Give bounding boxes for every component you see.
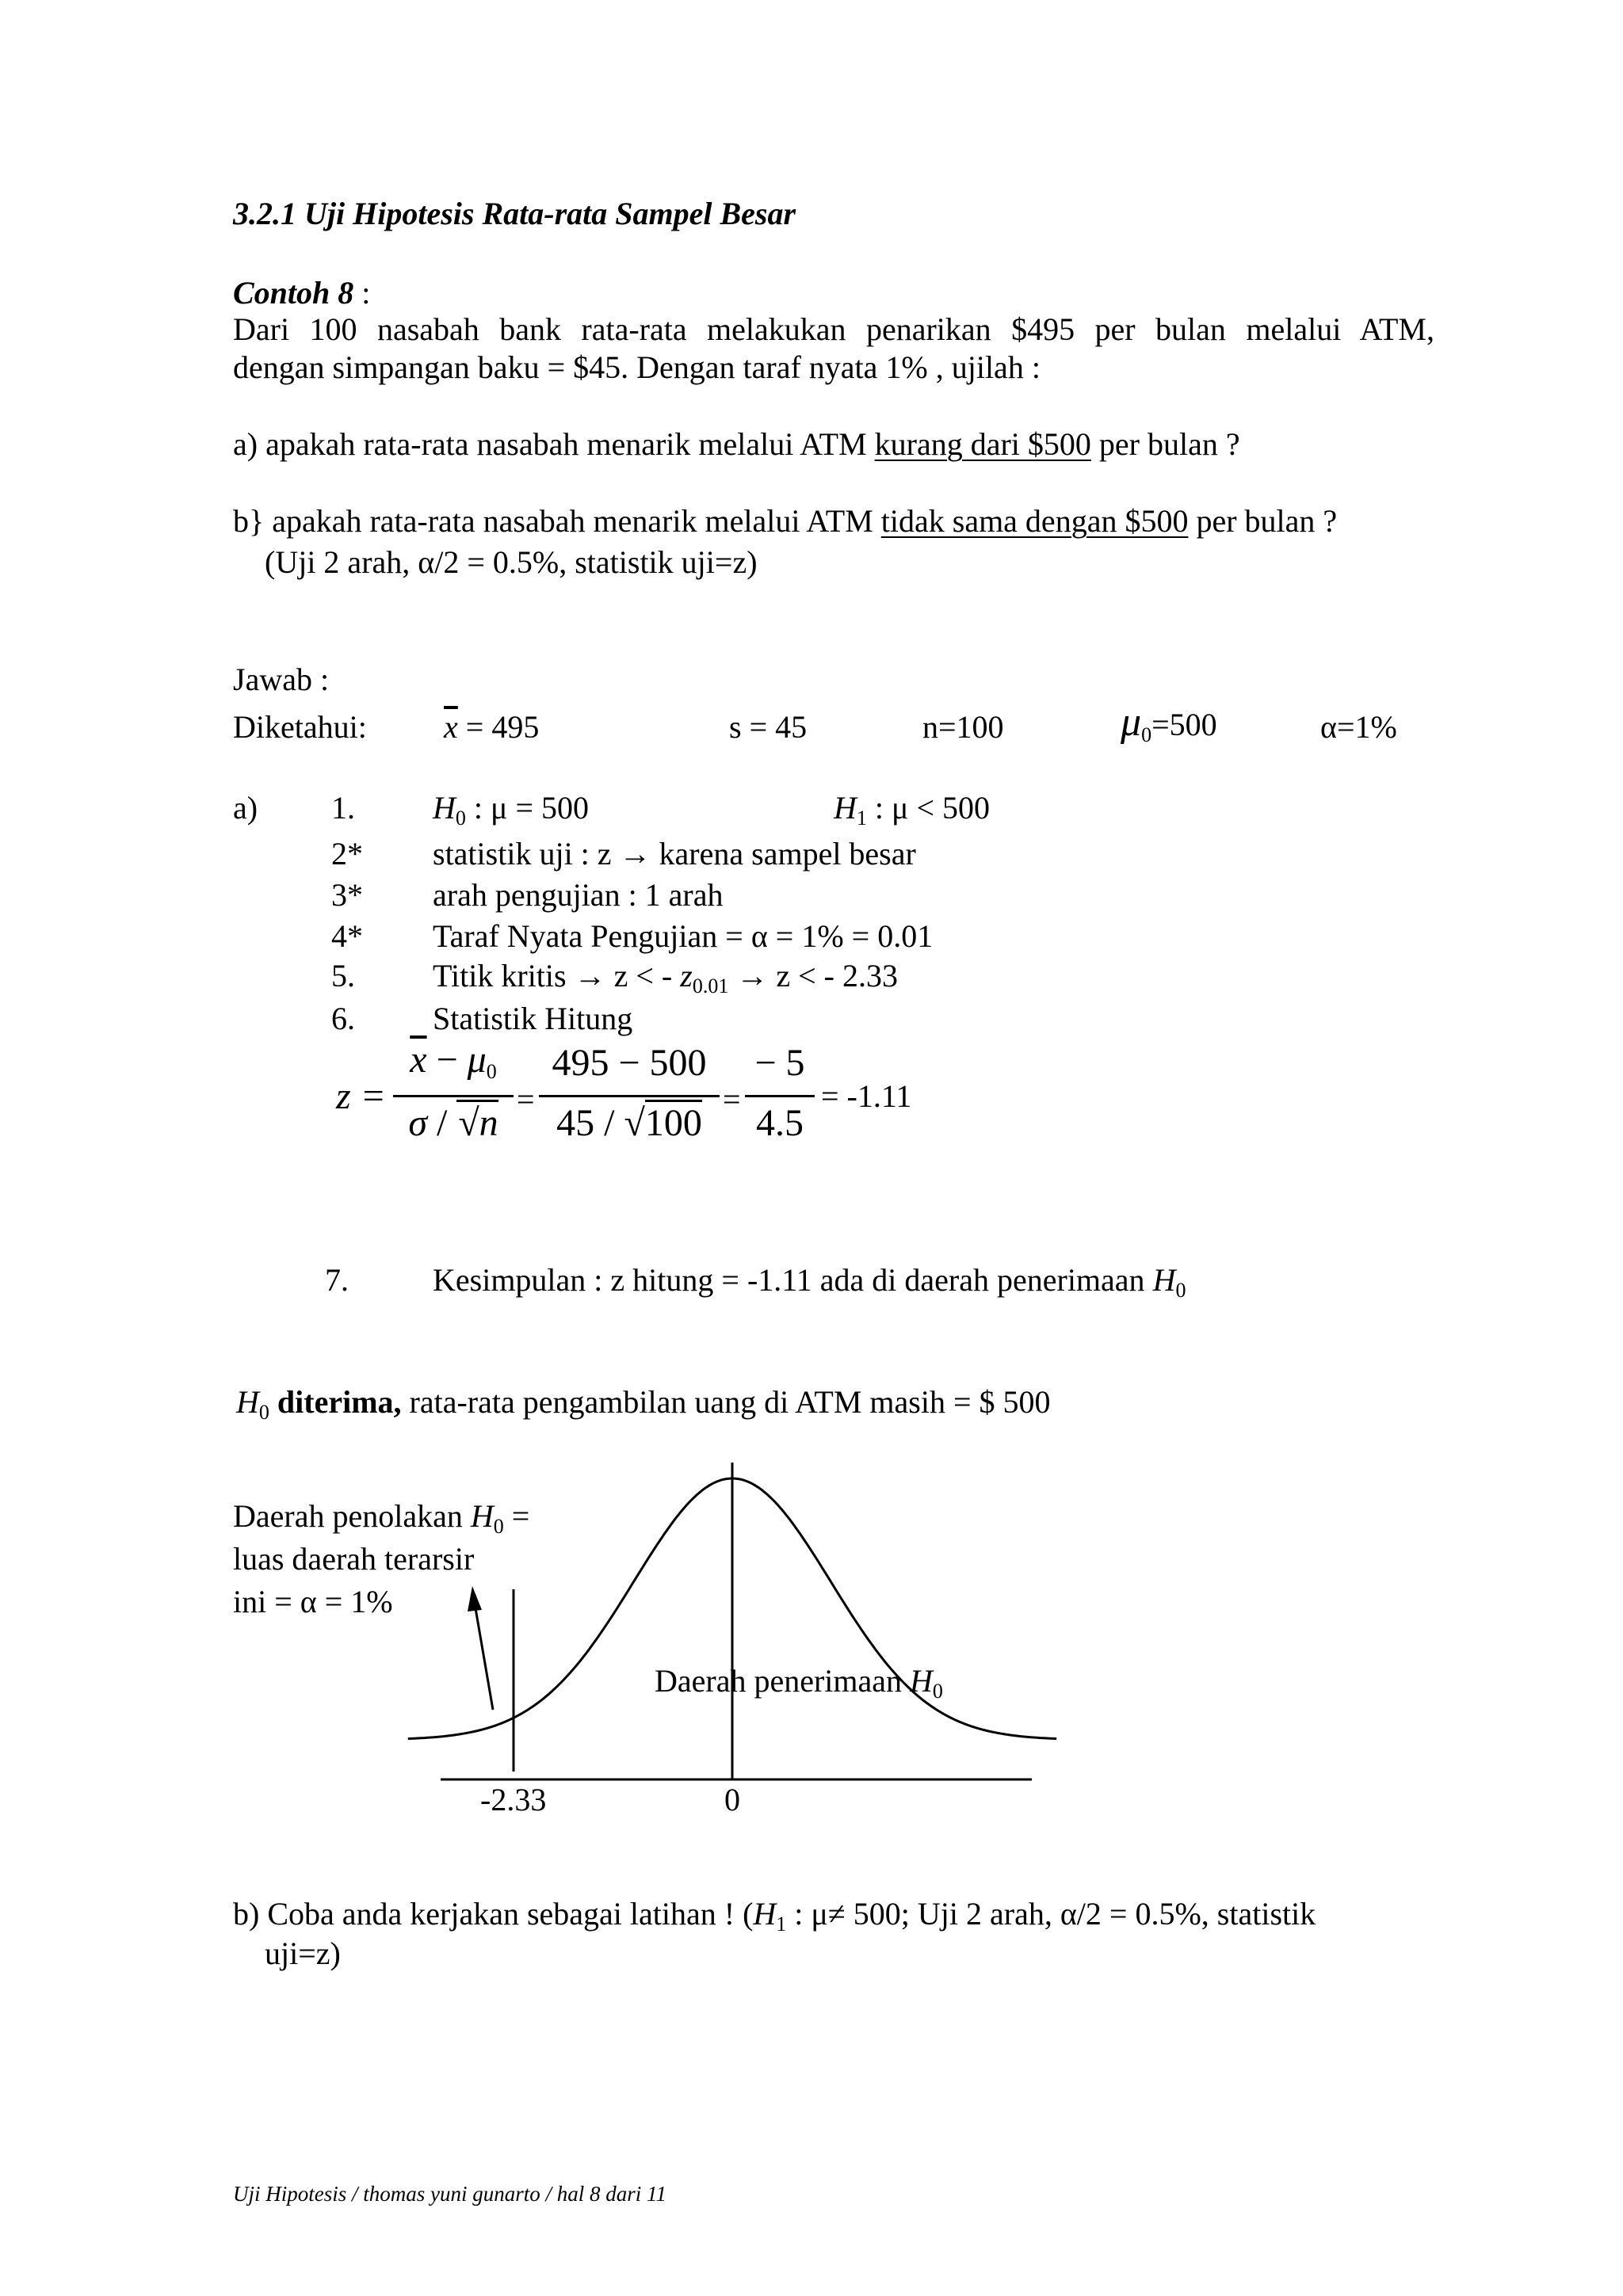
num1-mu-sub: 0 — [486, 1060, 497, 1083]
rejection-label-line-1 — [233, 1497, 530, 1538]
step-5-pre: Titik kritis → z < - — [433, 958, 681, 994]
step-7-number: 7. — [325, 1262, 349, 1298]
rejection-label-line-2: luas daerah terarsir — [233, 1541, 475, 1577]
den1-sqrt: √ — [456, 1100, 479, 1144]
num1-mu: μ — [467, 1039, 487, 1081]
rejection-h: H — [470, 1498, 494, 1534]
exercise-line-2: uji=z) — [265, 1936, 341, 1971]
rejection-label-line-3: ini = α = 1% — [233, 1584, 393, 1619]
tick-critical: -2.33 — [480, 1782, 547, 1817]
question-a-pre: a) apakah rata-rata nasabah menarik melalui ATM — [233, 426, 875, 462]
step-3-text: arah pengujian : 1 arah — [433, 877, 724, 913]
section-title: 3.2.1 Uji Hipotesis Rata-rata Sampel Besar — [233, 196, 796, 231]
mu-value: =500 — [1151, 707, 1217, 742]
question-a-underlined: kurang dari $500 — [874, 426, 1091, 462]
num1-minus: − — [426, 1039, 468, 1081]
question-a-post: per bulan ? — [1090, 426, 1240, 462]
h0-symbol: H — [433, 790, 456, 826]
question-b-post: per bulan ? — [1188, 503, 1338, 539]
rejection-arrow-shaft — [475, 1608, 493, 1710]
decision-bold: diterima, — [269, 1384, 402, 1420]
question-b-note: (Uji 2 arah, α/2 = 0.5%, statistik uji=z) — [265, 544, 758, 580]
known-alpha: α=1% — [1320, 709, 1397, 745]
rejection-arrow-head — [468, 1586, 482, 1611]
step-1-number: 1. — [331, 790, 355, 826]
h0-sub: 0 — [455, 807, 466, 830]
acceptance-sub: 0 — [932, 1680, 943, 1703]
problem-line-2: dengan simpangan baku = $45. Dengan taraf nyata 1% , ujilah : — [233, 349, 1041, 385]
xbar-symbol: $\overline{x}$ — [444, 709, 458, 745]
question-b-underlined: tidak sama dengan $500 — [880, 503, 1189, 539]
step-6-text: Statistik Hitung — [433, 1001, 633, 1036]
acceptance-h: H — [910, 1663, 933, 1699]
step-6-number: 6. — [331, 1001, 355, 1036]
mu-sub: 0 — [1141, 723, 1152, 746]
step-7-sentence: Kesimpulan : z hitung = -1.11 ada di daerah penerimaan — [433, 1262, 1153, 1298]
exercise-sub: 1 — [776, 1913, 787, 1936]
acceptance-label — [655, 1662, 943, 1703]
fraction-2-numerator: 495 − 500 — [552, 1042, 707, 1084]
exercise-post: : μ≠ 500; Uji 2 arah, α/2 = 0.5%, statistik — [786, 1896, 1316, 1932]
decision-sub: 0 — [258, 1401, 269, 1424]
formula-equals-2: = — [723, 1081, 741, 1117]
known-s: s = 45 — [729, 709, 808, 745]
h1-sub: 1 — [856, 807, 867, 830]
den2-sqrt: √ — [624, 1102, 645, 1144]
decision-rest: rata-rata pengambilan uang di ATM masih = $ 500 — [401, 1384, 1051, 1420]
exercise-line-1 — [233, 1895, 1316, 1936]
formula-result: = -1.11 — [821, 1078, 912, 1114]
question-b-pre: b} apakah rata-rata nasabah menarik melalui ATM — [233, 503, 881, 539]
exercise-h: H — [753, 1896, 777, 1932]
h1-text: : μ < 500 — [866, 790, 991, 826]
decision-h: H — [236, 1384, 259, 1420]
page-footer: Uji Hipotesis / thomas yuni gunarto / hal 8 dari 11 — [233, 2182, 667, 2206]
step-4-text: Taraf Nyata Pengujian = α = 1% = 0.01 — [433, 918, 934, 954]
rejection-eq: = — [503, 1498, 530, 1534]
rejection-sub: 0 — [493, 1515, 504, 1538]
den1-sigma: σ — [408, 1102, 427, 1144]
exercise-pre: b) Coba anda kerjakan sebagai latihan ! ( — [233, 1896, 754, 1932]
step-5-number: 5. — [331, 958, 355, 994]
step-7-h: H — [1152, 1262, 1176, 1298]
example-colon: : — [353, 275, 371, 311]
step-2-number: 2* — [331, 836, 363, 871]
num1-x: $\overline{x}$ — [410, 1039, 427, 1081]
formula-z: z = — [336, 1075, 387, 1117]
step-4-number: 4* — [331, 918, 363, 954]
den2-pre: 45 / — [556, 1102, 624, 1144]
step-5-sub: 0.01 — [692, 974, 729, 997]
acceptance-pre: Daerah penerimaan — [655, 1663, 911, 1699]
h0-text: : μ = 500 — [465, 790, 590, 826]
rejection-pre: Daerah penolakan — [233, 1498, 471, 1534]
h1-symbol: H — [834, 790, 857, 826]
fraction-3-denominator: 4.5 — [756, 1102, 804, 1144]
tick-zero: 0 — [724, 1782, 740, 1817]
step-7-sub: 0 — [1175, 1279, 1186, 1302]
den2-root: 100 — [645, 1100, 702, 1144]
step-5-post: → z < - 2.33 — [728, 958, 898, 994]
step-5-z: z — [680, 958, 693, 994]
step-2-text: statistik uji : z → karena sampel besar — [433, 836, 916, 871]
answer-label: Jawab : — [233, 662, 330, 697]
den1-n: n — [479, 1100, 498, 1144]
problem-line-1: Dari 100 nasabah bank rata-rata melakukan penarikan $495 per bulan melalui ATM, — [233, 311, 1434, 347]
step-3-number: 3* — [331, 877, 363, 913]
formula-equals-1: = — [517, 1081, 535, 1117]
mu-symbol: μ — [1121, 700, 1142, 745]
part-a-label: a) — [233, 790, 258, 826]
fraction-3-numerator: − 5 — [754, 1042, 805, 1084]
known-label: Diketahui: — [233, 709, 367, 745]
known-n: n=100 — [922, 709, 1004, 745]
xbar-value: = 495 — [457, 709, 540, 745]
den1-slash: / — [426, 1102, 457, 1144]
example-label: Contoh 8 — [233, 275, 354, 311]
